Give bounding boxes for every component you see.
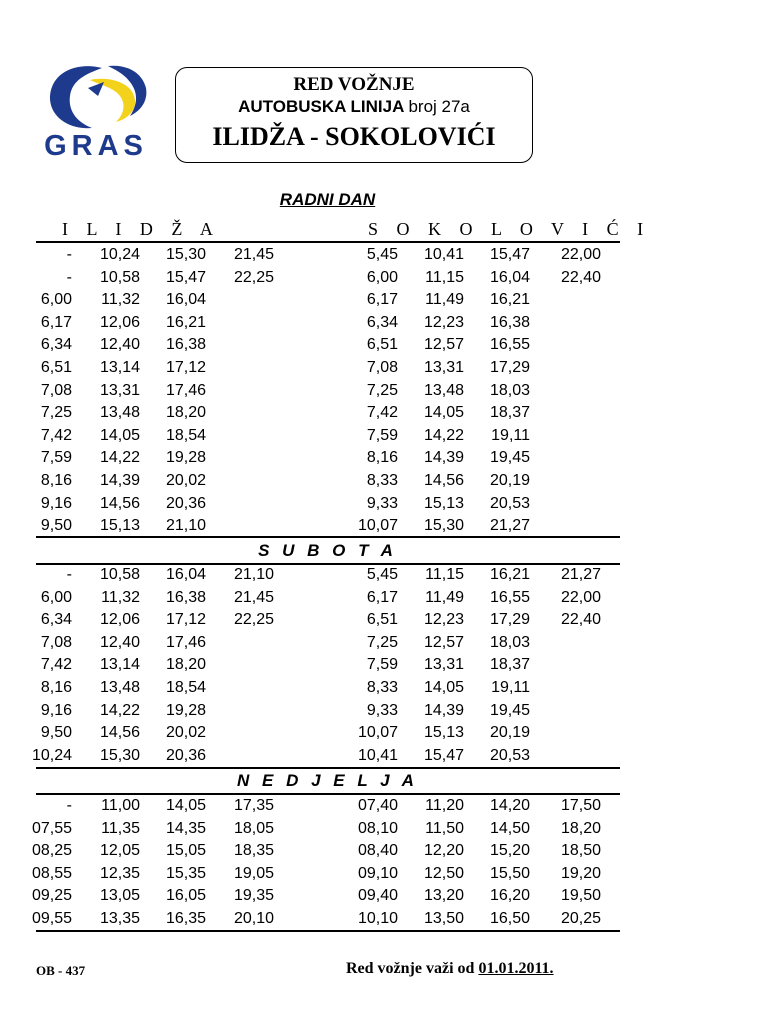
- departure-time-left: 14,22: [99, 449, 140, 467]
- departure-time-right: 20,53: [489, 746, 530, 764]
- departure-time-left: 13,14: [99, 359, 140, 376]
- validity-note: [346, 960, 554, 978]
- departure-time-left: 16,21: [165, 313, 206, 331]
- departure-time-left: 7,42: [40, 426, 72, 444]
- departure-time-left: 16,38: [165, 336, 206, 354]
- departure-time-right: 17,29: [489, 611, 530, 629]
- timetable-row: [31, 745, 620, 767]
- departure-time-right: 7,25: [366, 633, 398, 651]
- departure-time-left: 11,35: [101, 819, 140, 837]
- departure-time-left: 10,58: [99, 268, 140, 286]
- departure-time-left: 12,40: [99, 336, 140, 354]
- section-title-subota: S U B O T A: [258, 541, 397, 560]
- departure-time-left: 16,38: [165, 588, 206, 606]
- timetable-row: [36, 632, 620, 654]
- departure-time-left: 18,54: [165, 679, 206, 696]
- departure-time-right: 9,33: [366, 494, 398, 512]
- departure-time-left: 14,56: [99, 494, 140, 512]
- validity-prefix: Red vožnje važi od: [346, 960, 475, 977]
- departure-time-right: 17,50: [560, 797, 601, 814]
- departure-time-right: 14,56: [423, 472, 464, 489]
- departure-time-left: 8,16: [40, 679, 72, 696]
- title-line-prefix: AUTOBUSKA LINIJA: [238, 97, 404, 116]
- departure-time-right: 22,40: [560, 611, 601, 629]
- departure-time-right: 7,59: [366, 656, 398, 674]
- departure-time-left: 18,54: [165, 426, 206, 444]
- departure-time-left: 16,35: [165, 910, 206, 927]
- departure-time-right: 6,17: [366, 588, 398, 606]
- timetable-row: [36, 380, 620, 402]
- departure-time-left: 17,12: [165, 359, 206, 376]
- timetable-row: [36, 515, 620, 537]
- departure-time-left: 17,12: [165, 611, 206, 629]
- departure-time-left: 17,46: [165, 633, 206, 651]
- departure-time-left: 6,34: [40, 611, 72, 629]
- departure-time-left: 14,22: [99, 701, 140, 719]
- timetable-row: [36, 587, 620, 609]
- departure-time-left: 13,48: [99, 404, 140, 422]
- timetable-row: [36, 700, 620, 722]
- departure-time-right: 8,33: [366, 472, 398, 489]
- departure-time-right: 18,37: [489, 404, 530, 422]
- logo-swirl-icon: [30, 60, 160, 135]
- departure-time-left: 13,48: [99, 679, 140, 696]
- departure-time-right: 10,07: [357, 724, 398, 742]
- departure-time-left: 9,16: [40, 494, 72, 512]
- departure-time-left: 15,30: [99, 746, 140, 764]
- departure-time-right: 6,34: [366, 313, 398, 331]
- departure-time-right: 5,45: [366, 246, 398, 263]
- timetable-row: [36, 244, 620, 266]
- departure-time-right: 13,48: [423, 381, 464, 399]
- departure-time-right: 6,51: [366, 611, 398, 629]
- departure-time-right: 8,16: [366, 449, 398, 467]
- departure-time-right: 16,55: [489, 588, 530, 606]
- departure-time-right: 21,27: [560, 566, 601, 583]
- departure-time-left: 11,32: [101, 291, 140, 309]
- departure-time-right: 13,31: [423, 656, 464, 674]
- departure-time-left: 11,00: [101, 797, 140, 814]
- departure-time-right: 18,37: [489, 656, 530, 674]
- departure-time-right: 12,57: [423, 336, 464, 354]
- departure-time-left: 14,39: [99, 472, 140, 489]
- departure-time-right: 19,45: [489, 701, 530, 719]
- departure-time-right: 09,10: [357, 864, 398, 882]
- departure-time-right: 13,50: [423, 910, 464, 927]
- departure-time-left: 21,10: [233, 566, 274, 583]
- divider: [36, 241, 620, 243]
- departure-time-right: 14,20: [489, 797, 530, 814]
- departure-time-left: 15,13: [99, 517, 140, 535]
- departure-time-left: 20,02: [165, 472, 206, 489]
- departure-time-right: 22,00: [560, 246, 601, 263]
- departure-time-left: 14,56: [99, 724, 140, 742]
- departure-time-left: 7,59: [40, 449, 72, 467]
- departure-time-left: 21,45: [233, 246, 274, 263]
- departure-time-left: 22,25: [233, 268, 274, 286]
- departure-time-right: 20,19: [489, 724, 530, 742]
- departure-time-right: 18,03: [489, 381, 530, 399]
- departure-time-right: 22,00: [560, 588, 601, 606]
- departure-time-right: 16,20: [489, 887, 530, 905]
- departure-time-left: 12,40: [99, 633, 140, 651]
- title-route: ILIDŽA - SOKOLOVIĆI: [212, 122, 496, 151]
- departure-time-right: 20,25: [560, 910, 601, 927]
- departure-time-left: 21,45: [233, 588, 274, 606]
- timetable-row: [36, 609, 620, 631]
- departure-time-left: 14,35: [165, 819, 206, 837]
- departure-time-right: 19,20: [560, 864, 601, 882]
- title-box: [175, 67, 533, 163]
- departure-time-right: 20,19: [489, 472, 530, 489]
- departure-time-left: 09,25: [31, 887, 72, 905]
- title-red-voznje: RED VOŽNJE: [293, 74, 415, 95]
- departure-time-right: 18,20: [560, 819, 601, 837]
- departure-time-right: 10,41: [423, 246, 464, 263]
- departure-time-left: 10,24: [31, 746, 72, 764]
- timetable-row: [31, 840, 620, 862]
- timetable-row: [36, 267, 620, 289]
- departure-time-right: 7,42: [366, 404, 398, 422]
- departure-time-right: 07,40: [357, 797, 398, 814]
- departure-time-left: 19,35: [233, 887, 274, 905]
- title-line-suffix: broj 27a: [408, 97, 470, 116]
- departure-time-right: 19,11: [491, 679, 530, 696]
- departure-time-left: 6,00: [40, 588, 72, 606]
- departure-time-right: 14,50: [489, 819, 530, 837]
- departure-time-right: 6,00: [366, 268, 398, 286]
- departure-time-left: 15,35: [165, 864, 206, 882]
- departure-time-left: 16,04: [165, 291, 206, 309]
- departure-time-right: 13,20: [423, 887, 464, 905]
- departure-time-right: 11,15: [425, 566, 464, 583]
- departure-time-right: 09,40: [357, 887, 398, 905]
- departure-time-left: 13,35: [99, 910, 140, 927]
- timetable-row: [36, 470, 620, 492]
- departure-time-right: 18,03: [489, 633, 530, 651]
- timetable-row: [36, 564, 620, 586]
- departure-time-right: 15,47: [489, 246, 530, 263]
- station-right: S O K O L O V I Ć I: [368, 219, 651, 239]
- departure-time-left: 7,42: [40, 656, 72, 674]
- departure-time-left: -: [66, 797, 72, 814]
- timetable-row: [31, 863, 620, 885]
- departure-time-right: 15,20: [489, 842, 530, 860]
- departure-time-left: 18,35: [233, 842, 274, 860]
- departure-time-right: 12,23: [423, 313, 464, 331]
- departure-time-left: -: [66, 246, 72, 263]
- departure-time-left: 7,25: [40, 404, 72, 422]
- departure-time-right: 11,20: [425, 797, 464, 814]
- timetable-row: [36, 334, 620, 356]
- departure-time-right: 16,21: [489, 291, 530, 309]
- timetable-row: [31, 885, 620, 907]
- departure-time-right: 19,11: [491, 426, 530, 444]
- title-line-number: [176, 96, 532, 118]
- departure-time-left: 09,55: [31, 910, 72, 927]
- departure-time-right: 15,13: [423, 724, 464, 742]
- departure-time-left: 08,55: [31, 864, 72, 882]
- departure-time-right: 14,39: [423, 701, 464, 719]
- departure-time-right: 15,50: [489, 864, 530, 882]
- departure-time-left: 15,47: [165, 268, 206, 286]
- departure-time-left: 6,17: [40, 313, 72, 331]
- logo-text: GRAS: [44, 130, 148, 162]
- departure-time-left: 21,10: [165, 517, 206, 535]
- departure-time-right: 19,50: [560, 887, 601, 905]
- departure-time-right: 12,23: [423, 611, 464, 629]
- departure-time-right: 15,47: [423, 746, 464, 764]
- departure-time-left: 9,16: [40, 701, 72, 719]
- departure-time-left: 12,06: [99, 611, 140, 629]
- timetable-row: [36, 402, 620, 424]
- departure-time-left: 11,32: [101, 588, 140, 606]
- section-title-nedjelja: N E D J E L J A: [237, 771, 418, 790]
- departure-time-left: 13,31: [99, 381, 140, 399]
- departure-time-left: 20,36: [165, 494, 206, 512]
- departure-time-right: 08,10: [357, 819, 398, 837]
- timetable-row: [36, 447, 620, 469]
- departure-time-right: 11,50: [425, 819, 464, 837]
- departure-time-right: 11,15: [425, 268, 464, 286]
- departure-time-left: 14,05: [99, 426, 140, 444]
- departure-time-left: 12,05: [99, 842, 140, 860]
- departure-time-left: 19,05: [233, 864, 274, 882]
- departure-time-left: 18,20: [165, 404, 206, 422]
- departure-time-right: 15,30: [423, 517, 464, 535]
- departure-time-right: 19,45: [489, 449, 530, 467]
- departure-time-right: 14,05: [423, 679, 464, 696]
- departure-time-left: 10,24: [99, 246, 140, 263]
- departure-time-left: 17,35: [233, 797, 274, 814]
- divider: [36, 930, 620, 932]
- timetable-row: [36, 357, 620, 379]
- departure-time-left: -: [66, 566, 72, 583]
- departure-time-right: 9,33: [366, 701, 398, 719]
- departure-time-right: 15,13: [423, 494, 464, 512]
- departure-time-left: 16,04: [165, 566, 206, 583]
- departure-time-right: 20,53: [489, 494, 530, 512]
- timetable-row: [36, 795, 620, 817]
- departure-time-right: 14,22: [423, 426, 464, 444]
- departure-time-left: 8,16: [40, 472, 72, 489]
- departure-time-right: 12,20: [423, 842, 464, 860]
- departure-time-left: 9,50: [40, 517, 72, 535]
- departure-time-left: 18,05: [233, 819, 274, 837]
- departure-time-right: 18,50: [560, 842, 601, 860]
- departure-time-left: 17,46: [165, 381, 206, 399]
- departure-time-left: 15,30: [165, 246, 206, 263]
- departure-time-left: 6,51: [40, 359, 72, 376]
- timetable-row: [36, 425, 620, 447]
- departure-time-left: 9,50: [40, 724, 72, 742]
- departure-time-right: 22,40: [560, 268, 601, 286]
- departure-time-left: 13,14: [99, 656, 140, 674]
- departure-time-left: 07,55: [31, 819, 72, 837]
- departure-time-left: 20,10: [233, 910, 274, 927]
- departure-time-left: 19,28: [165, 449, 206, 467]
- departure-time-right: 17,29: [489, 359, 530, 376]
- timetable-row: [36, 493, 620, 515]
- departure-time-left: 6,00: [40, 291, 72, 309]
- departure-time-left: 10,58: [99, 566, 140, 583]
- departure-time-left: 08,25: [31, 842, 72, 860]
- departure-time-right: 6,17: [366, 291, 398, 309]
- departure-time-right: 11,49: [425, 291, 464, 309]
- departure-time-right: 5,45: [366, 566, 398, 583]
- departure-time-right: 16,21: [489, 566, 530, 583]
- departure-time-left: 20,02: [165, 724, 206, 742]
- timetable-row: [36, 677, 620, 699]
- departure-time-left: 13,05: [99, 887, 140, 905]
- timetable-row: [36, 312, 620, 334]
- document-code: OB - 437: [36, 963, 86, 978]
- departure-time-right: 14,39: [423, 449, 464, 467]
- timetable-row: [31, 818, 620, 840]
- departure-time-right: 16,38: [489, 313, 530, 331]
- departure-time-right: 11,49: [425, 588, 464, 606]
- departure-time-right: 16,50: [489, 910, 530, 927]
- departure-time-right: 7,59: [366, 426, 398, 444]
- departure-time-left: 16,05: [165, 887, 206, 905]
- departure-time-left: 6,34: [40, 336, 72, 354]
- timetable-row: [31, 908, 620, 930]
- departure-time-right: 10,41: [357, 746, 398, 764]
- departure-time-right: 13,31: [423, 359, 464, 376]
- departure-time-right: 12,50: [423, 864, 464, 882]
- departure-time-right: 16,04: [489, 268, 530, 286]
- timetable-row: [36, 722, 620, 744]
- departure-time-left: 12,35: [99, 864, 140, 882]
- divider: [36, 767, 620, 769]
- timetable-row: [36, 654, 620, 676]
- departure-time-right: 7,08: [366, 359, 398, 376]
- departure-time-left: 22,25: [233, 611, 274, 629]
- departure-time-left: 7,08: [40, 381, 72, 399]
- divider: [36, 536, 620, 538]
- timetable-row: [36, 289, 620, 311]
- departure-time-left: 18,20: [165, 656, 206, 674]
- departure-time-left: 20,36: [165, 746, 206, 764]
- departure-time-right: 21,27: [489, 517, 530, 535]
- validity-date: 01.01.2011.: [478, 960, 554, 977]
- departure-time-right: 16,55: [489, 336, 530, 354]
- departure-time-left: 12,06: [99, 313, 140, 331]
- departure-time-right: 14,05: [423, 404, 464, 422]
- departure-time-right: 08,40: [357, 842, 398, 860]
- departure-time-right: 10,10: [357, 910, 398, 927]
- departure-time-right: 8,33: [366, 679, 398, 696]
- departure-time-left: -: [66, 268, 72, 286]
- departure-time-left: 7,08: [40, 633, 72, 651]
- departure-time-right: 7,25: [366, 381, 398, 399]
- section-title-radni-dan: RADNI DAN: [279, 190, 376, 209]
- departure-time-right: 10,07: [357, 517, 398, 535]
- station-left: I L I D Ž A: [62, 219, 220, 239]
- departure-time-right: 6,51: [366, 336, 398, 354]
- gras-logo: [30, 60, 160, 165]
- departure-time-left: 15,05: [165, 842, 206, 860]
- departure-time-left: 14,05: [165, 797, 206, 814]
- departure-time-right: 12,57: [423, 633, 464, 651]
- departure-time-left: 19,28: [165, 701, 206, 719]
